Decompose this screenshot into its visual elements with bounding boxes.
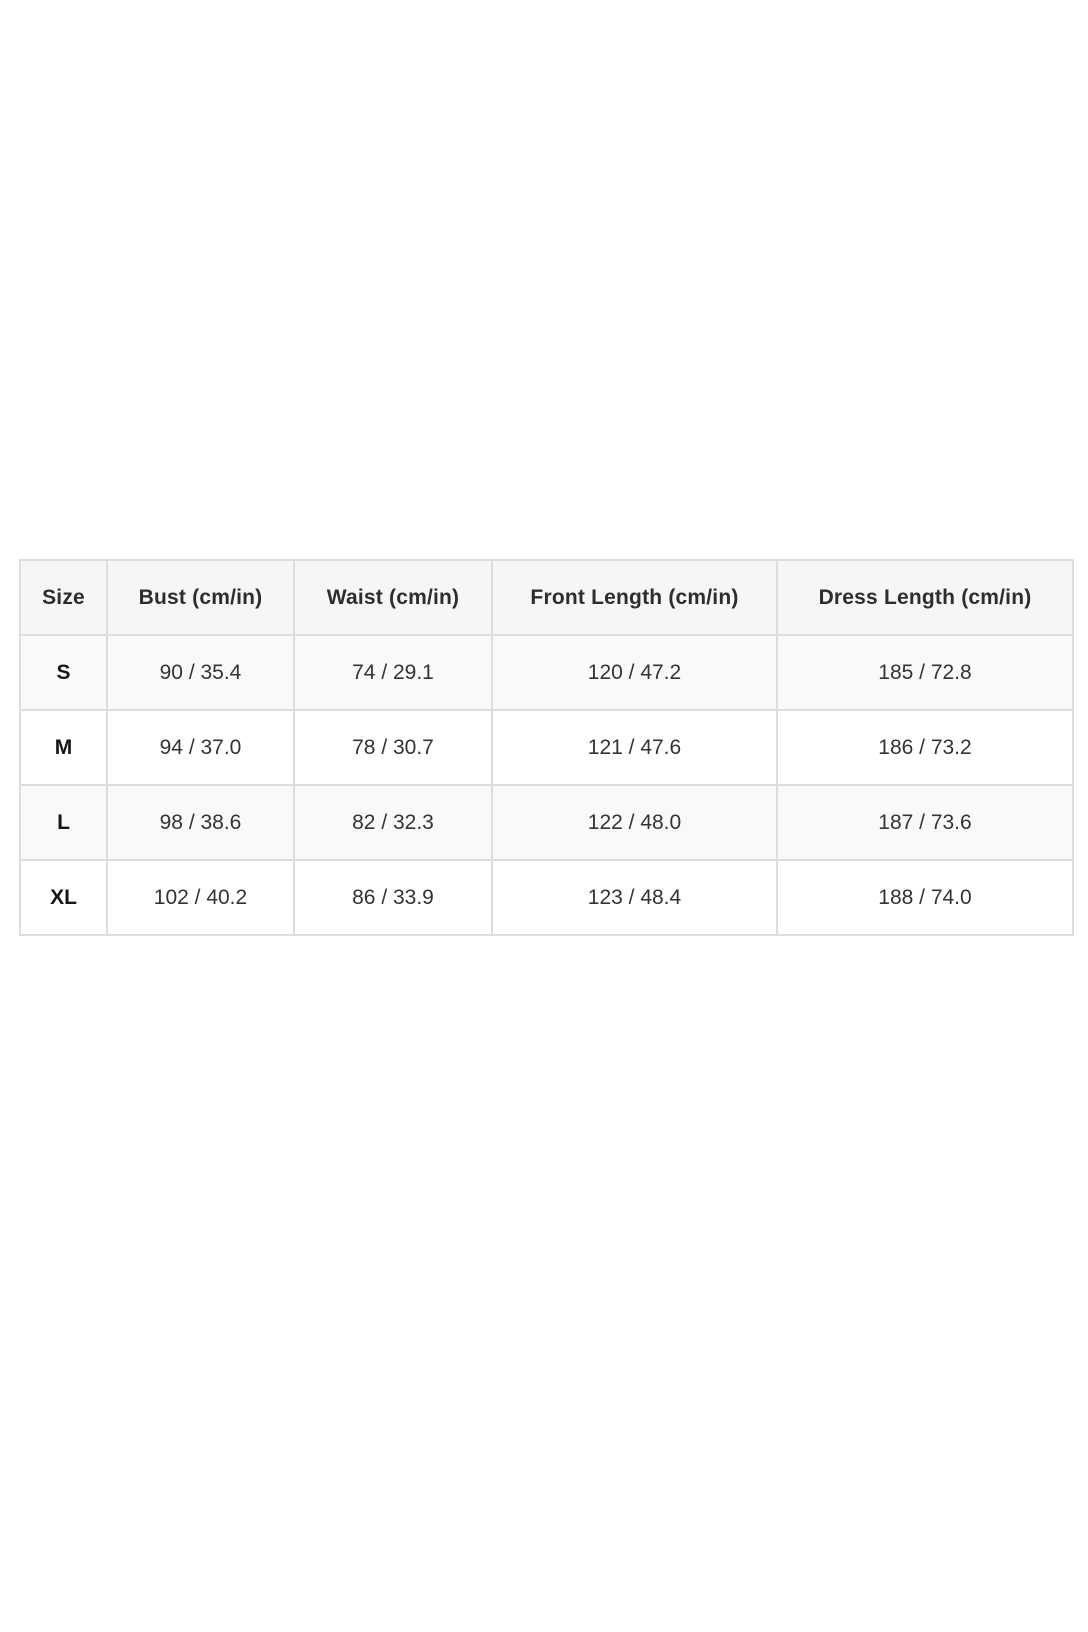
column-header-front-length: Front Length (cm/in): [492, 560, 777, 635]
header-row: [20, 560, 1073, 635]
table-body: [20, 635, 1073, 935]
size-chart-table: [19, 559, 1074, 936]
size-cell: S: [20, 635, 107, 710]
table-header: [20, 560, 1073, 635]
column-header-bust: Bust (cm/in): [107, 560, 294, 635]
column-header-size: Size: [20, 560, 107, 635]
table-row-xl: [20, 860, 1073, 935]
front-length-cell: 123 / 48.4: [492, 860, 777, 935]
bust-cell: 94 / 37.0: [107, 710, 294, 785]
table-row-m: [20, 710, 1073, 785]
bust-cell: 102 / 40.2: [107, 860, 294, 935]
waist-cell: 78 / 30.7: [294, 710, 492, 785]
bust-cell: 90 / 35.4: [107, 635, 294, 710]
front-length-cell: 120 / 47.2: [492, 635, 777, 710]
dress-length-cell: 188 / 74.0: [777, 860, 1073, 935]
size-cell: L: [20, 785, 107, 860]
column-header-waist: Waist (cm/in): [294, 560, 492, 635]
bust-cell: 98 / 38.6: [107, 785, 294, 860]
dress-length-cell: 187 / 73.6: [777, 785, 1073, 860]
size-cell: M: [20, 710, 107, 785]
dress-length-cell: 185 / 72.8: [777, 635, 1073, 710]
table-row-l: [20, 785, 1073, 860]
waist-cell: 86 / 33.9: [294, 860, 492, 935]
waist-cell: 82 / 32.3: [294, 785, 492, 860]
size-cell: XL: [20, 860, 107, 935]
front-length-cell: 122 / 48.0: [492, 785, 777, 860]
column-header-dress-length: Dress Length (cm/in): [777, 560, 1073, 635]
front-length-cell: 121 / 47.6: [492, 710, 777, 785]
dress-length-cell: 186 / 73.2: [777, 710, 1073, 785]
table-row-s: [20, 635, 1073, 710]
waist-cell: 74 / 29.1: [294, 635, 492, 710]
